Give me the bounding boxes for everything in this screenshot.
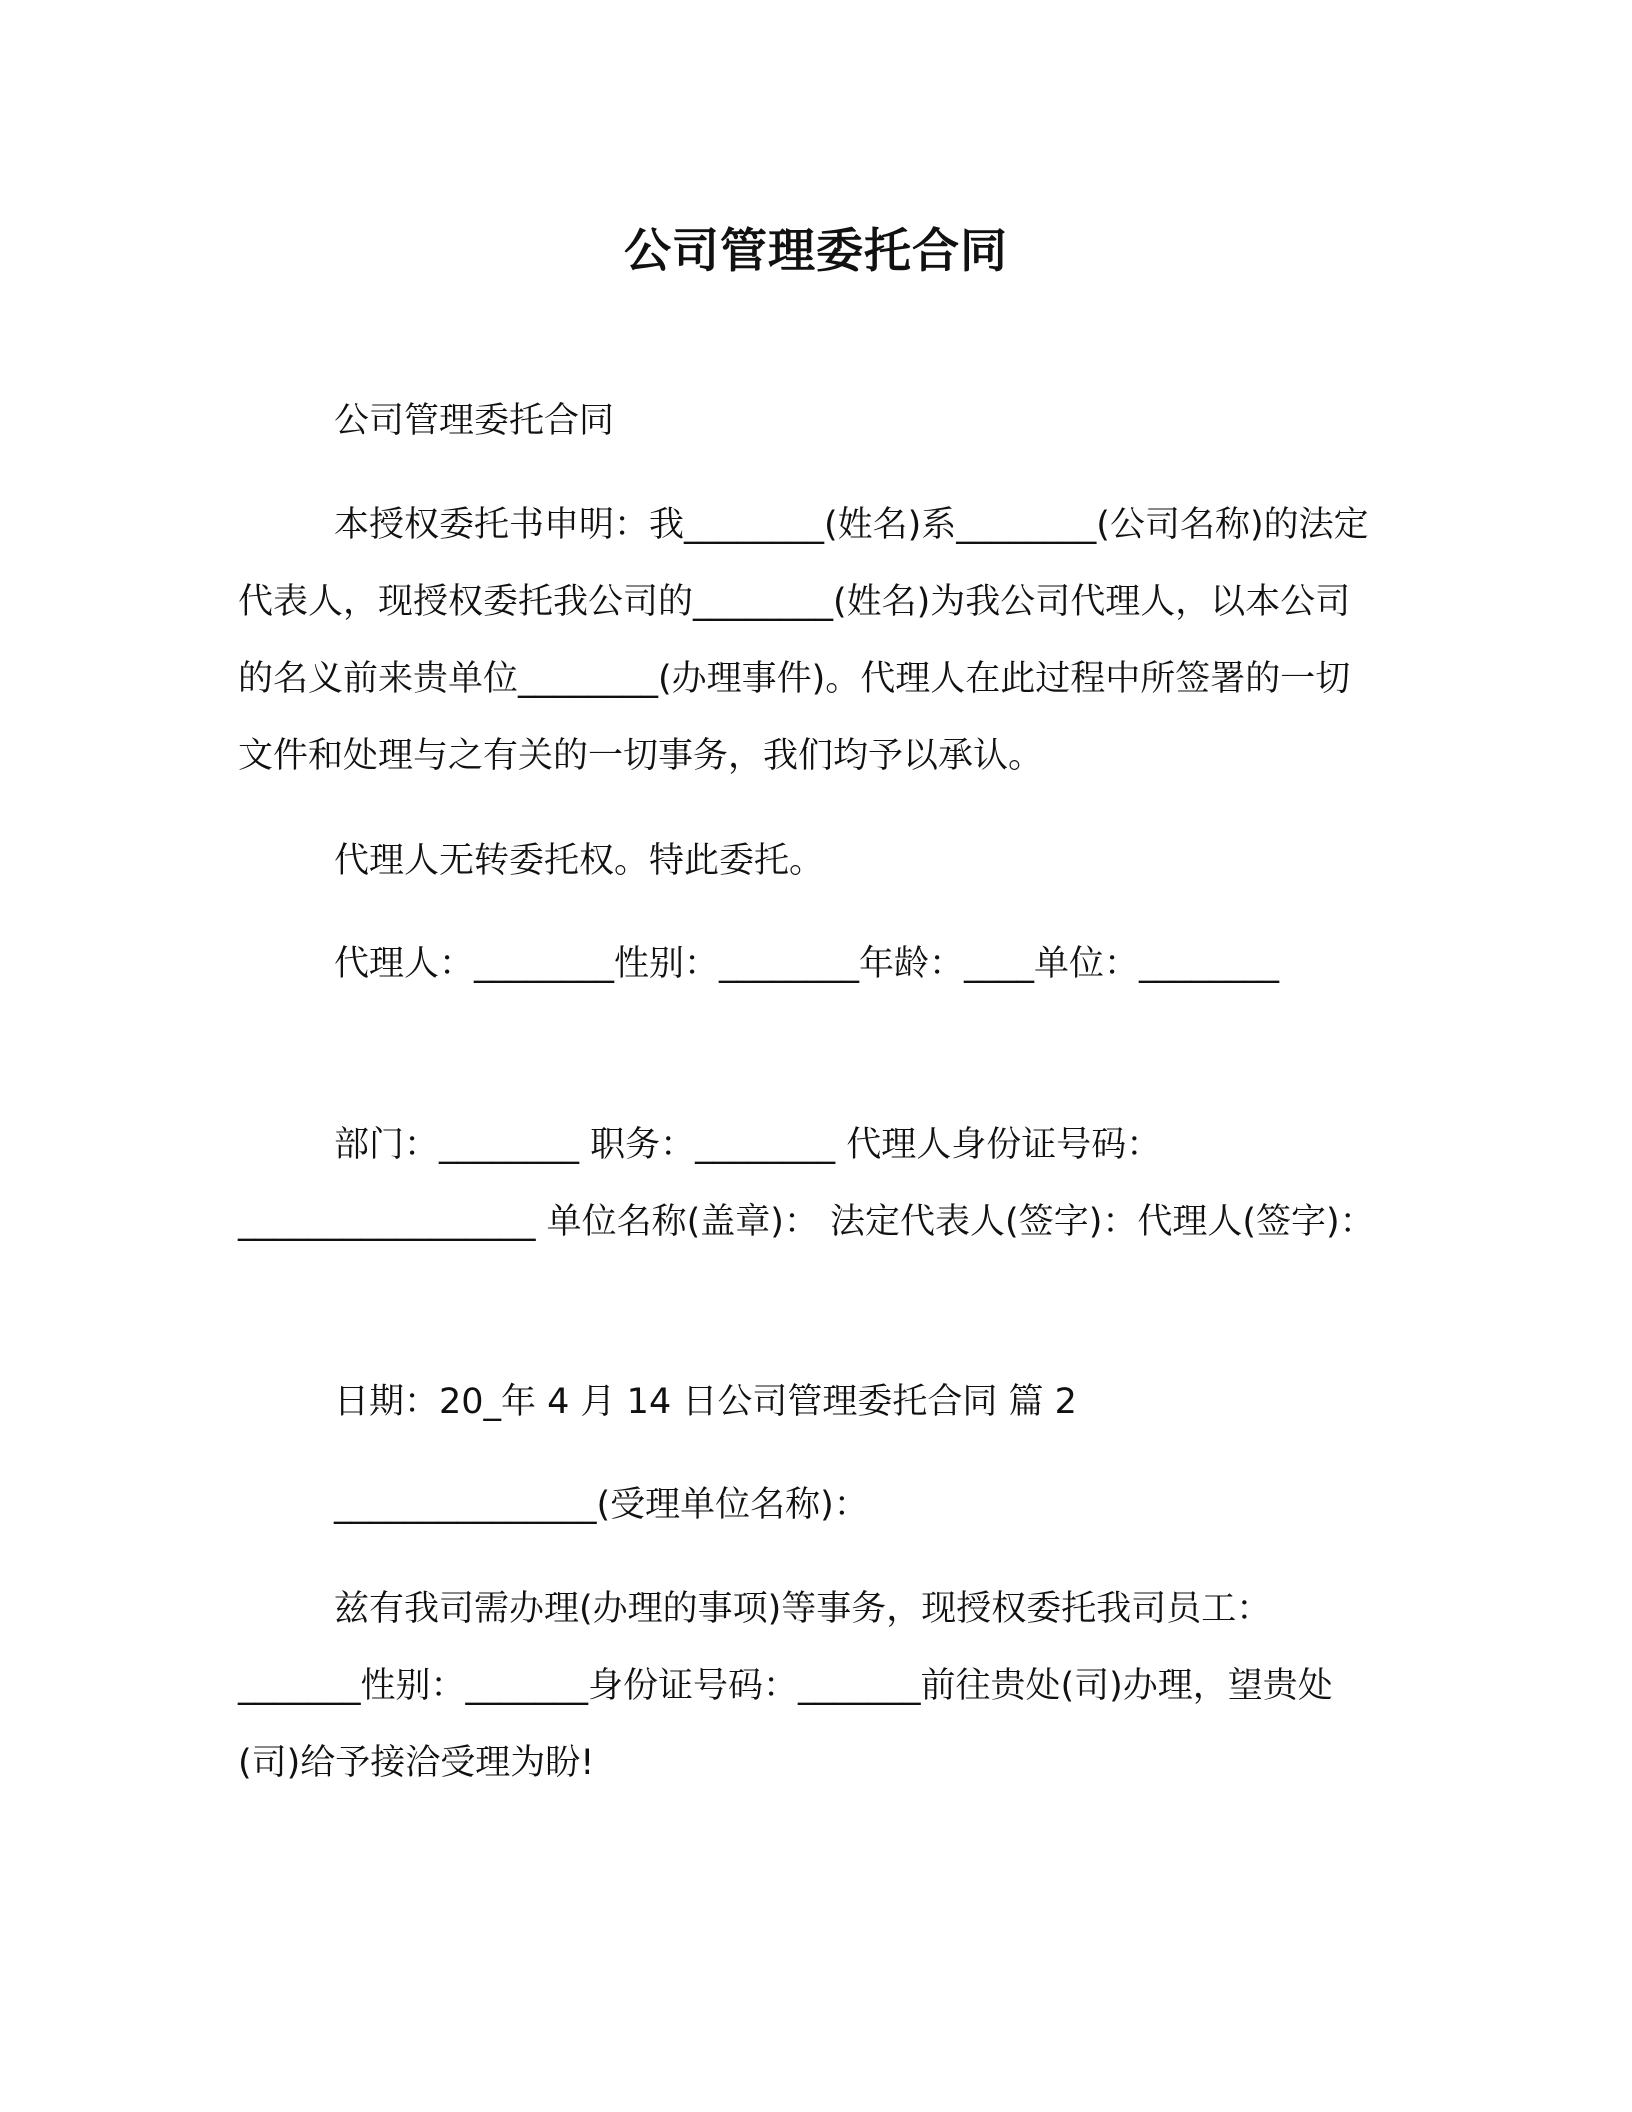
section-heading: 公司管理委托合同 — [334, 401, 615, 441]
matter-authorization-paragraph: 兹有我司需办理(办理的事项)等事务，现授权委托我司员工：_______性别：_______身份证号码：_______前往贵处(司)办理，望贵处(司)给予接洽受理为盼! — [238, 1589, 1333, 1783]
recipient-paragraph: _______________(受理单位名称)： — [334, 1485, 869, 1525]
department-signature-paragraph: 部门：________ 职务：________ 代理人身份证号码：_________________ 单位名称(盖章)： 法定代表人(签字)：代理人(签字)： — [238, 1125, 1375, 1242]
authorization-statement-paragraph: 本授权委托书申明：我________(姓名)系________(公司名称)的法定代表人，现授权委托我公司的________(姓名)为我公司代理人，以本公司的名义前来贵单位________(办理事件)。代理人在此过程中所签署的一切文件和处理与之有关的一切事务，我们均予以承认。 — [238, 505, 1369, 776]
agent-info-paragraph: 代理人：________性别：________年龄：____单位：________ — [334, 944, 1280, 984]
document-title: 公司管理委托合同 — [624, 224, 1008, 279]
no-subdelegation-paragraph: 代理人无转委托权。特此委托。 — [334, 841, 825, 881]
date-paragraph: 日期：20_年 4 月 14 日公司管理委托合同 篇 2 — [334, 1382, 1077, 1422]
